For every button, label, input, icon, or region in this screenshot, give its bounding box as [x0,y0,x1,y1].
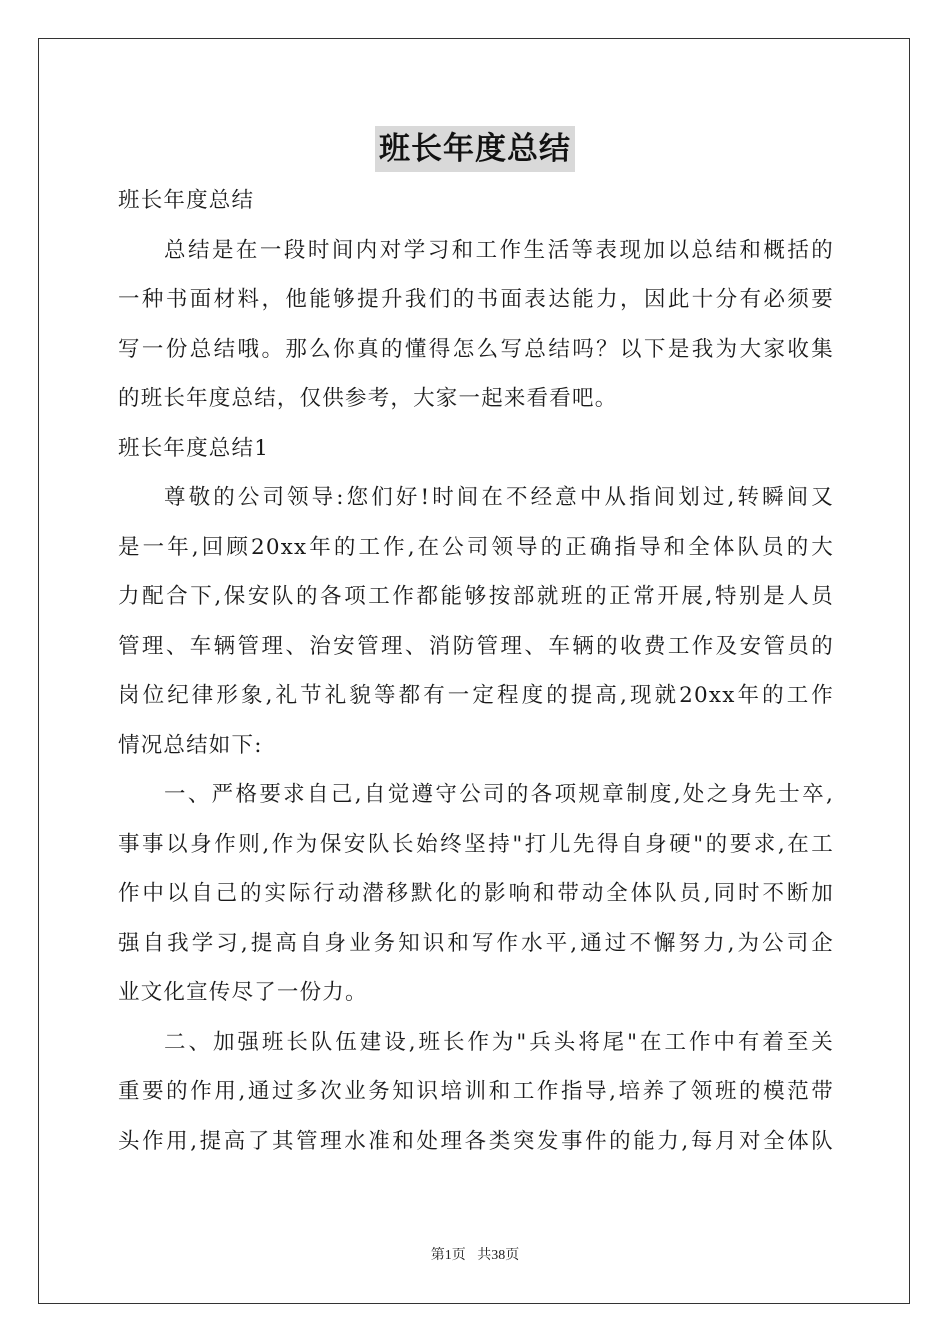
subtitle: 班长年度总结 [118,188,255,213]
title-wrap [0,126,950,172]
para3-line: 头作用,提高了其管理水准和处理各类突发事件的能力,每月对全体队 [118,1128,834,1154]
para1-line: 岗位纪律形象,礼节礼貌等都有一定程度的提高,现就20xx年的工作 [118,683,834,708]
para3-line: 重要的作用,通过多次业务知识培训和工作指导,培养了领班的模范带 [118,1079,834,1104]
para2-line: 强自我学习,提高自身业务知识和写作水平,通过不懈努力,为公司企 [118,930,834,956]
page-total: 共38页 [477,1248,520,1263]
para2-line: 业文化宣传尽了一份力。 [118,980,368,1005]
para3-line: 二、加强班长队伍建设,班长作为"兵头将尾"在工作中有着至关 [164,1029,834,1055]
document-title: 班长年度总结 [375,126,575,172]
para1-line: 力配合下,保安队的各项工作都能够按部就班的正常开展,特别是人员 [118,584,834,609]
para2-line: 事事以身作则,作为保安队长始终坚持"打儿先得自身硬"的要求,在工 [118,831,834,857]
intro-line: 总结是在一段时间内对学习和工作生活等表现加以总结和概括的 [164,237,834,263]
para2-line: 一、严格要求自己,自觉遵守公司的各项规章制度,处之身先士卒, [164,782,834,807]
para1-line: 情况总结如下: [118,732,263,758]
para1-line: 是一年,回顾20xx年的工作,在公司领导的正确指导和全体队员的大 [118,534,834,560]
intro-line: 写一份总结哦。那么你真的懂得怎么写总结吗？以下是我为大家收集 [118,336,834,362]
intro-line: 一种书面材料，他能够提升我们的书面表达能力，因此十分有必须要 [118,287,834,312]
page-number: 第1页 [430,1248,466,1263]
section-heading: 班长年度总结1 [118,435,270,461]
document-body [118,176,834,1166]
para1-line: 尊敬的公司领导:您们好!时间在不经意中从指间划过,转瞬间又 [164,485,834,510]
intro-line: 的班长年度总结，仅供参考，大家一起来看看吧。 [118,386,618,411]
page-footer [0,1244,950,1264]
para2-line: 作中以自己的实际行动潜移默化的影响和带动全体队员,同时不断加 [118,881,834,906]
para1-line: 管理、车辆管理、治安管理、消防管理、车辆的收费工作及安管员的 [118,633,834,659]
